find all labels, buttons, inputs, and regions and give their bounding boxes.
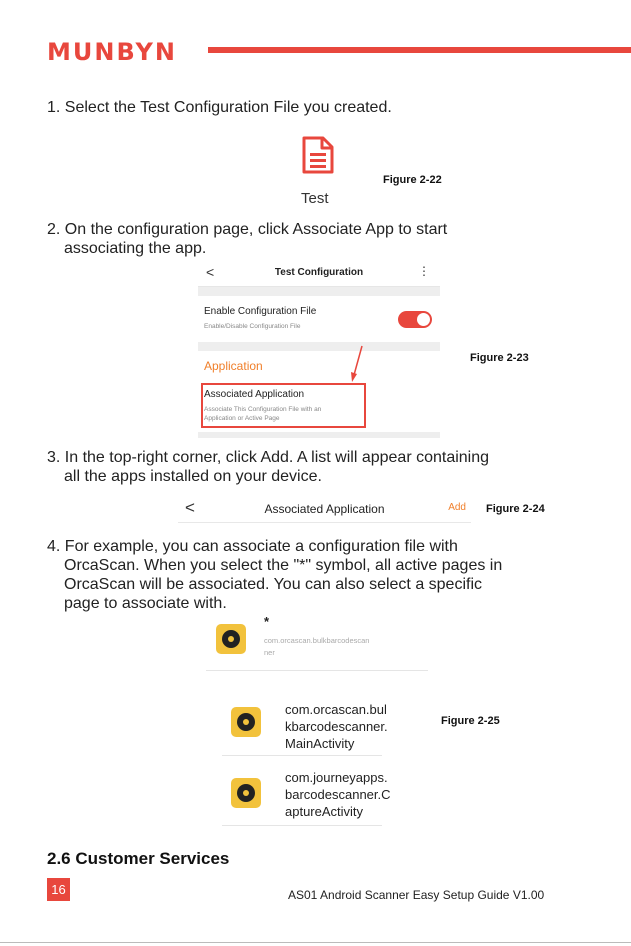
- enable-config-subtitle: Enable/Disable Configuration File: [204, 323, 301, 330]
- figure-caption: Figure 2-22: [383, 174, 442, 186]
- brand-logo: MUNBYN: [47, 38, 177, 66]
- step-text: associating the app.: [64, 240, 207, 257]
- step-4: [47, 537, 617, 613]
- step-number: 4.: [47, 538, 61, 555]
- orcascan-app-icon: [231, 778, 261, 808]
- step-text: Select the Test Configuration File you created.: [64, 99, 392, 116]
- application-section-header: Application: [204, 359, 263, 373]
- file-name-label: Test: [301, 190, 329, 207]
- associated-application-bar: [178, 496, 471, 523]
- header-rule: [208, 47, 631, 53]
- back-icon[interactable]: <: [185, 498, 195, 517]
- annotation-arrow: [340, 344, 370, 384]
- step-text: all the apps installed on your device.: [64, 468, 322, 485]
- enable-config-toggle[interactable]: [398, 311, 432, 328]
- activity-name: barcodescanner.C: [285, 787, 391, 802]
- divider: [198, 432, 440, 438]
- toggle-knob: [417, 313, 430, 326]
- divider: [198, 342, 440, 351]
- list-item-all-pages[interactable]: [206, 612, 428, 671]
- section-heading: 2.6 Customer Services: [47, 849, 230, 868]
- configuration-screen: [198, 260, 440, 438]
- figure-caption: Figure 2-25: [441, 715, 500, 727]
- orcascan-app-icon: [231, 707, 261, 737]
- activity-name: MainActivity: [285, 736, 355, 751]
- step-3: [47, 448, 617, 486]
- activity-name: com.journeyapps.: [285, 770, 388, 785]
- screen-title: Test Configuration: [274, 267, 364, 278]
- step-text: For example, you can associate a configuration file with: [64, 538, 458, 555]
- screen-title: Associated Application: [264, 502, 385, 516]
- add-button[interactable]: Add: [448, 502, 466, 513]
- step-text: OrcaScan. When you select the "*" symbol, all active pages in: [64, 557, 503, 574]
- more-menu-icon[interactable]: ⋮: [418, 264, 430, 278]
- associated-application-subtitle: Associate This Configuration File with an: [204, 406, 322, 413]
- associated-application-subtitle: Application or Active Page: [204, 415, 280, 422]
- step-number: 1.: [47, 99, 61, 116]
- footer-guide-title: AS01 Android Scanner Easy Setup Guide V1.00: [288, 888, 545, 902]
- activity-name: kbarcodescanner.: [285, 719, 388, 734]
- step-text: On the configuration page, click Associate App to start: [64, 221, 448, 238]
- step-2: [47, 220, 607, 258]
- figure-caption: Figure 2-24: [486, 503, 545, 515]
- step-text: In the top-right corner, click Add. A list will appear containing: [64, 449, 490, 466]
- step-text: page to associate with.: [64, 595, 227, 612]
- page-number: 16: [47, 878, 70, 901]
- enable-config-title: Enable Configuration File: [204, 306, 317, 317]
- activity-name: com.orcascan.bul: [285, 702, 387, 717]
- orcascan-app-icon: [216, 624, 246, 654]
- step-number: 3.: [47, 449, 61, 466]
- figure-caption: Figure 2-23: [470, 352, 529, 364]
- page-bottom-rule: [0, 942, 631, 943]
- step-text: OrcaScan will be associated. You can also select a specific: [64, 576, 483, 593]
- step-number: 2.: [47, 221, 61, 238]
- all-pages-symbol: *: [264, 614, 270, 629]
- step-1: [47, 98, 607, 117]
- associated-application-title[interactable]: Associated Application: [204, 389, 305, 400]
- list-item-capture-activity[interactable]: [222, 765, 391, 826]
- divider: [198, 287, 440, 296]
- package-name: com.orcascan.bulkbarcodescan: [264, 636, 370, 645]
- document-icon: [302, 136, 334, 174]
- list-item-main-activity[interactable]: [222, 697, 388, 756]
- app-bar: [198, 260, 440, 287]
- activity-name: aptureActivity: [285, 804, 364, 819]
- package-name: ner: [264, 648, 275, 657]
- highlight-box: [201, 383, 366, 428]
- back-icon[interactable]: <: [206, 264, 215, 280]
